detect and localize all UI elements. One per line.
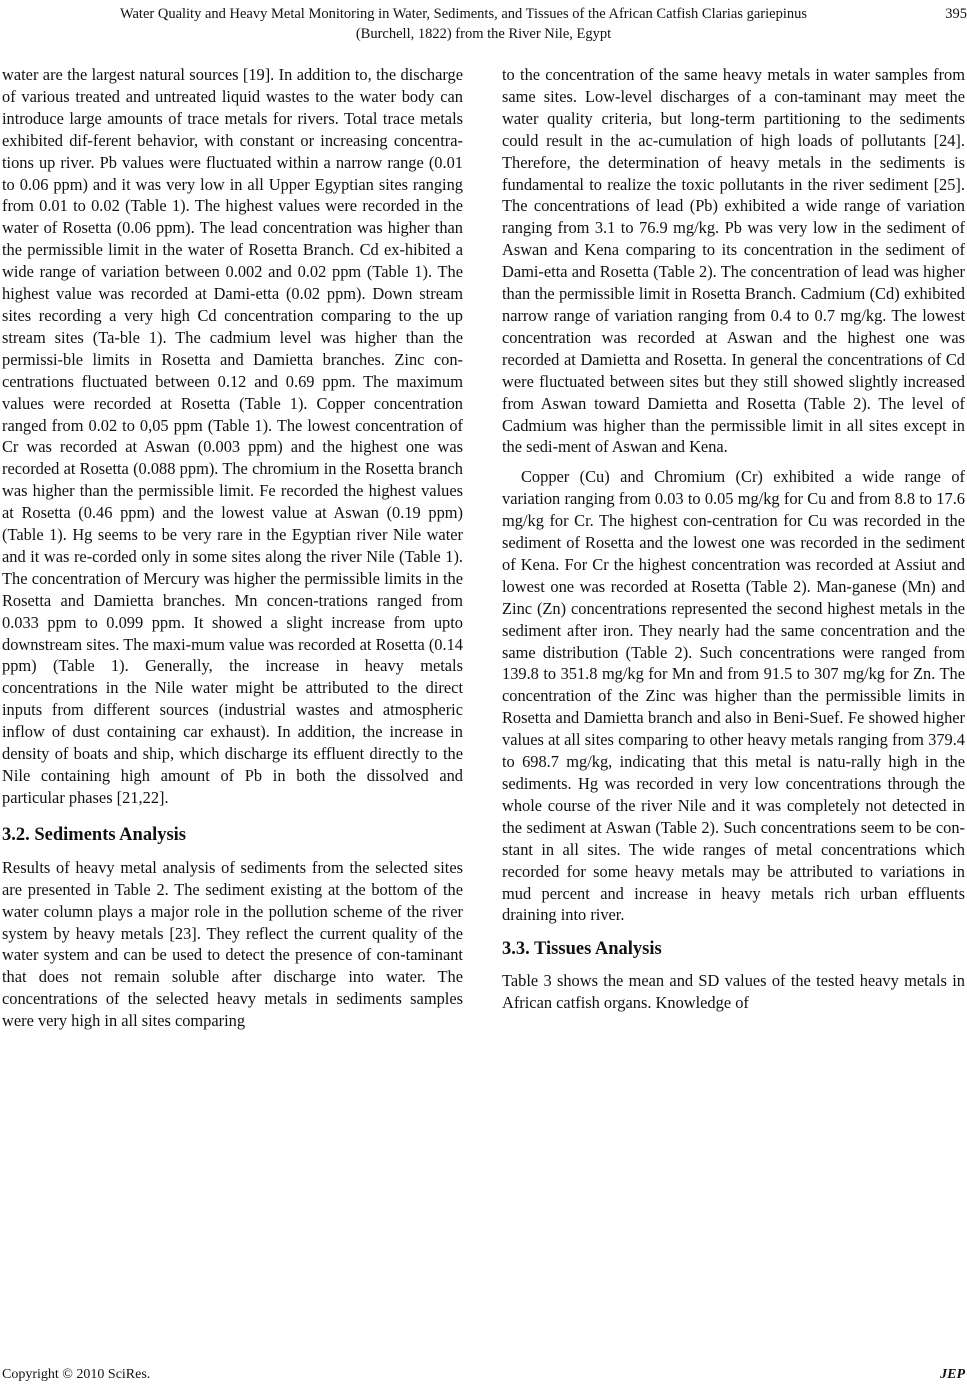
left-column bbox=[2, 64, 463, 1032]
right-column bbox=[502, 64, 965, 1014]
header-title-line1: Water Quality and Heavy Metal Monitoring in Water, Sediments, and Tissues of the African Catfish Clarias gariepinus bbox=[119, 6, 808, 22]
section-heading-sediments: 3.2. Sediments Analysis bbox=[2, 824, 187, 845]
right-paragraph-sediments-pb-cd: to the concentration of the same heavy metals in water samples from same sites. Low-level discharges of a con-taminant may meet the water quality criteria, but long-term partitioning to the sediments could result in the ac-cumulation of high loads of pollutants [24]. Therefore, the determination of heavy metals in the sediments is fundamental to realize the toxic pollutants in the river sediment [25]. The concentrations of lead (Pb) exhibited a wide range of variation ranging from 3.1 to 76.9 mg/kg. Pb was very low in the sediment of Aswan and Kena comparing to its concentration in the sediment of Dami-etta and Rosetta (Table 2). The concentration of lead was higher than the permissible limit in Rosetta Branch. Cadmium (Cd) exhibited narrow range of variation ranging from 0.4 to 0.7 mg/kg. The lowest concentration was recorded at Aswan and the highest one was recorded at Damietta and Rosetta. In general the concentrations of Cd were fluctuated between sites but they still showed slightly increased from Aswan toward Damietta and Rosetta (Table 2). The level of Cadmium was higher than the permissible limit in all sites except in the sedi-ment of Aswan and Kena. bbox=[502, 65, 965, 457]
journal-abbreviation: JEP bbox=[940, 1367, 965, 1382]
page-footer bbox=[2, 1366, 965, 1384]
right-paragraph-tissues-intro: Table 3 shows the mean and SD values of the tested heavy metals in African catfish organs. Knowledge of bbox=[502, 971, 965, 1013]
copyright-text: Copyright © 2010 SciRes. bbox=[2, 1367, 151, 1382]
page-number: 395 bbox=[945, 6, 967, 22]
right-paragraph-sediments-cu-cr: Copper (Cu) and Chromium (Cr) exhibited a wide range of variation ranging from 0.03 to 0.05 mg/kg for Cu and from 8.8 to 17.6 mg/kg for Cr. The highest con-centration for Cu was recorded in the sediment of Rosetta and the lowest one was recorded in the sediment of Kena. For Cr the highest concentration was recorded at Assiut and lowest one was recorded at Rosetta (Table 2). Man-ganese (Mn) and Zinc (Zn) concentrations represented the second highest metals in the sediment after iron. They nearly had the same concentration and the same distribution (Table 2). Such concentrations were ranged from 139.8 to 351.8 mg/kg for Mn and from 91.5 to 307 mg/kg for Zn. The concentration of the Zinc was higher than the permissible limits in Rosetta and Damietta branch and also in Beni-Suef. Fe showed higher values at all sites comparing to other heavy metals ranging from 379.4 to 698.7 mg/kg, indicating that this metal is natu-rally high in the sediments. Hg was recorded in very low concentrations through the whole course of the river Nile and it was completely not detected in the sediment at Aswan (Table 2). Such concentrations seem to be con-stant in all sites. The wide ranges of metal concentrations which recorded for some heavy metals may be attributed to variations in mud percent and increase in heavy metals rich urban effluents draining into river. bbox=[502, 467, 965, 925]
left-paragraph-sediments-intro: Results of heavy metal analysis of sediments from the selected sites are presented in Table 2. The sediment existing at the bottom of the water column plays a major role in the pollution scheme of the river system by heavy metals [23]. They reflect the current quality of the water system and can be used to detect the presence of con-taminant that does not remain soluble after discharge into water. The concentrations of the selected heavy metals in sediments samples were very high in all sites comparing bbox=[2, 857, 463, 1031]
running-header bbox=[0, 4, 967, 44]
section-heading-tissues: 3.3. Tissues Analysis bbox=[502, 939, 662, 960]
header-title-line2: (Burchell, 1822) from the River Nile, Egypt bbox=[355, 26, 612, 42]
left-paragraph-water-results: water are the largest natural sources [19]. In addition to, the discharge of various treated and untreated liquid wastes to the water body can introduce large amounts of trace metals for rivers. Total trace metals exhibited dif-ferent behavior, with constant or increasing concentra-tions up river. Pb values were fluctuated within a narrow range (0.01 to 0.06 ppm) and it was very low in all Upper Egyptian sites ranging from 0.01 to 0.02 (Table 1). The highest values were recorded in the water of Rosetta (0.06 ppm). The lead concentration was higher than the permissible limit in the water of Rosetta Branch. Cd ex-hibited a wide range of variation between 0.002 and 0.02 ppm (Table 1). The highest value was recorded at Dami-etta (0.02 ppm). Down stream sites recording a very high Cd concentration comparing to the up stream sites (Ta-ble 1). The cadmium level was higher than the permissi-ble limits in Rosetta and Damietta branches. Zinc con-centrations fluctuated between 0.12 and 0.69 ppm. The maximum values were recorded at Rosetta (Table 1). Copper concentration ranged from 0.02 to 0,05 ppm (Table 1). The lowest concentration of Cr was recorded at Aswan (0.003 ppm) and the highest one was recorded at Rosetta (0.088 ppm). The chromium in the Rosetta branch was higher than the permissible limit. Fe recorded the highest values at Rosetta (0.46 ppm) and the lowest value at Aswan (0.19 ppm) (Table 1). Hg seems to be very rare in the Egyptian river Nile water and it was re-corded only in some sites along the river Nile (Table 1). The concentration of Mercury was higher the permissible limits in the Rosetta and Damietta branches. Mn concen-trations ranged from 0.033 ppm to 0.099 ppm. It showed a slight increase from upto downstream sites. The maxi-mum value was recorded at Rosetta (0.14 ppm) (Table 1). Generally, the increase in heavy metals concentrations in the Nile water might be attributed to the direct inputs from different sources (industrial wastes and atmospheric inflow of dust containing car exhaust). In addition, the increase in density of boats and ship, which discharge its effluent directly to the Nile containing high amount of Pb in both the dissolved and particular phases [21,22]. bbox=[2, 65, 463, 807]
